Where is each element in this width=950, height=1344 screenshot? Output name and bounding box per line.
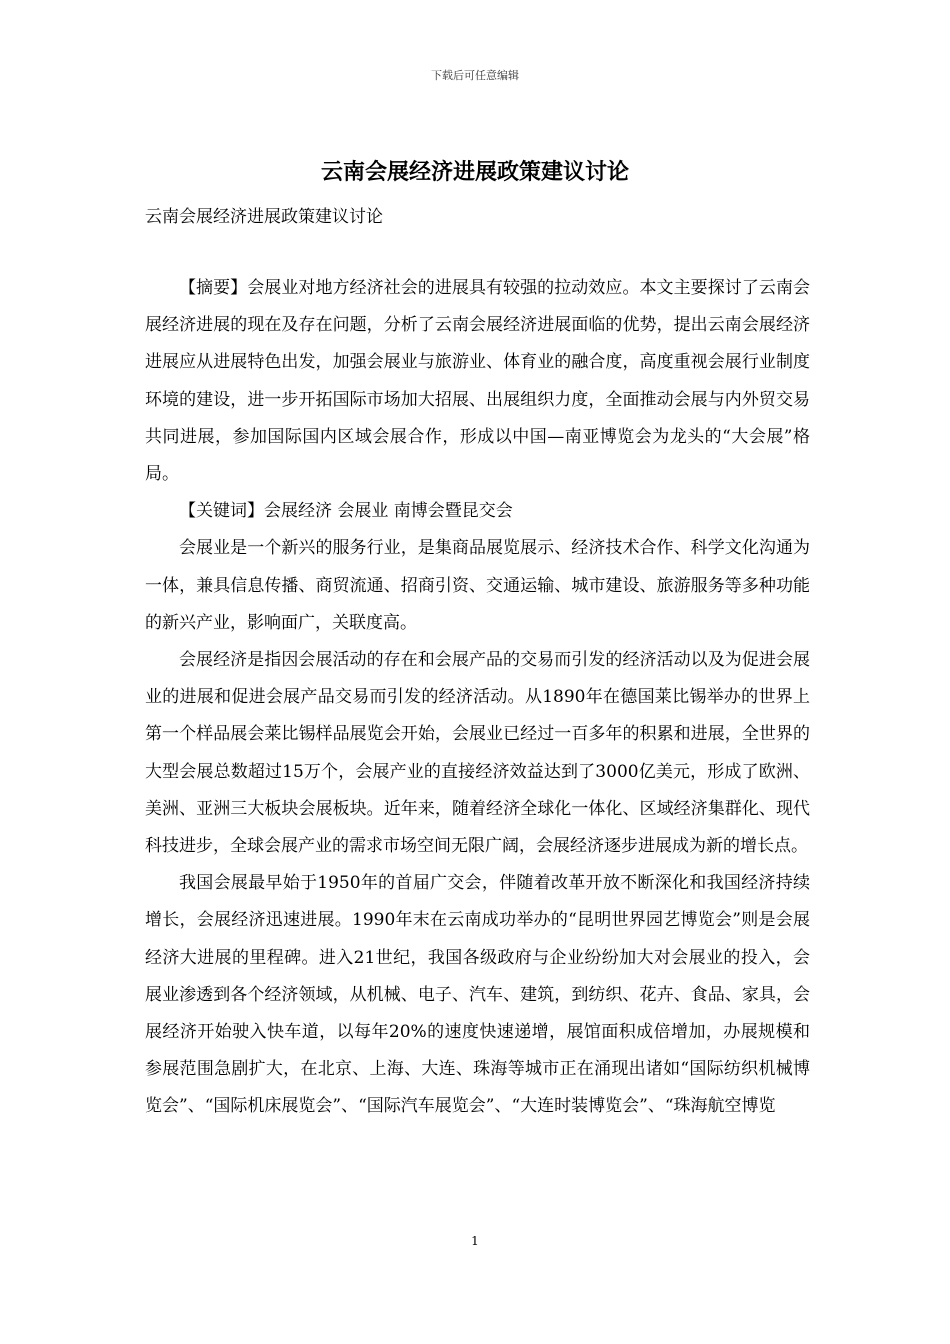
keywords-paragraph: 【关键词】会展经济 会展业 南博会暨昆交会 — [179, 501, 513, 522]
body-paragraph: 会展业是一个新兴的服务行业，是集商品展览展示、经济技术合作、科学文化沟通为一体，兼具信息传播、商贸流通、招商引资、交通运输、城市建设、旅游服务等多种功能的新兴产业，影响面广，关联度高。 — [145, 538, 810, 633]
page-header-note: 下载后可任意编辑 — [431, 69, 519, 82]
body-paragraph: 会展经济是指因会展活动的存在和会展产品的交易而引发的经济活动以及为促进会展业的进展和促进会展产品交易而引发的经济活动。从1890年在德国莱比锡举办的世界上第一个样品展会莱比锡样品展览会开始，会展业已经过一百多年的积累和进展，全世界的大型会展总数超过15万个，会展产业的直接经济效益达到了3000亿美元，形成了欧洲、美洲、亚洲三大板块会展板块。近年来，随着经济全球化一体化、区域经济集群化、现代科技进步，全球会展产业的需求市场空间无限广阔，会展经济逐步进展成为新的增长点。 — [145, 650, 810, 857]
document-body — [145, 270, 810, 1126]
document-subtitle: 云南会展经济进展政策建议讨论 — [145, 207, 383, 227]
page-number: 1 — [471, 1234, 479, 1248]
body-paragraph: 我国会展最早始于1950年的首届广交会，伴随着改革开放不断深化和我国经济持续增长，会展经济迅速进展。1990年末在云南成功举办的“昆明世界园艺博览会”则是会展经济大进展的里程碑。进入21世纪，我国各级政府与企业纷纷加大对会展业的投入，会展业渗透到各个经济领域，从机械、电子、汽车、建筑，到纺织、花卉、食品、家具，会展经济开始驶入快车道，以每年20%的速度快速递增，展馆面积成倍增加，办展规模和参展范围急剧扩大，在北京、上海、大连、珠海等城市正在涌现出诸如“国际纺织机械博览会”、“国际机床展览会”、“国际汽车展览会”、“大连时装博览会”、“珠海航空博览 — [145, 873, 810, 1117]
abstract-paragraph: 【摘要】会展业对地方经济社会的进展具有较强的拉动效应。本文主要探讨了云南会展经济进展的现在及存在问题，分析了云南会展经济进展面临的优势，提出云南会展经济进展应从进展特色出发，加强会展业与旅游业、体育业的融合度，高度重视会展行业制度环境的建设，进一步开拓国际市场加大招展、出展组织力度，全面推动会展与内外贸交易共同进展，参加国际国内区域会展合作，形成以中国—南亚博览会为龙头的“大会展”格局。 — [145, 278, 810, 485]
document-title: 云南会展经济进展政策建议讨论 — [320, 159, 629, 185]
